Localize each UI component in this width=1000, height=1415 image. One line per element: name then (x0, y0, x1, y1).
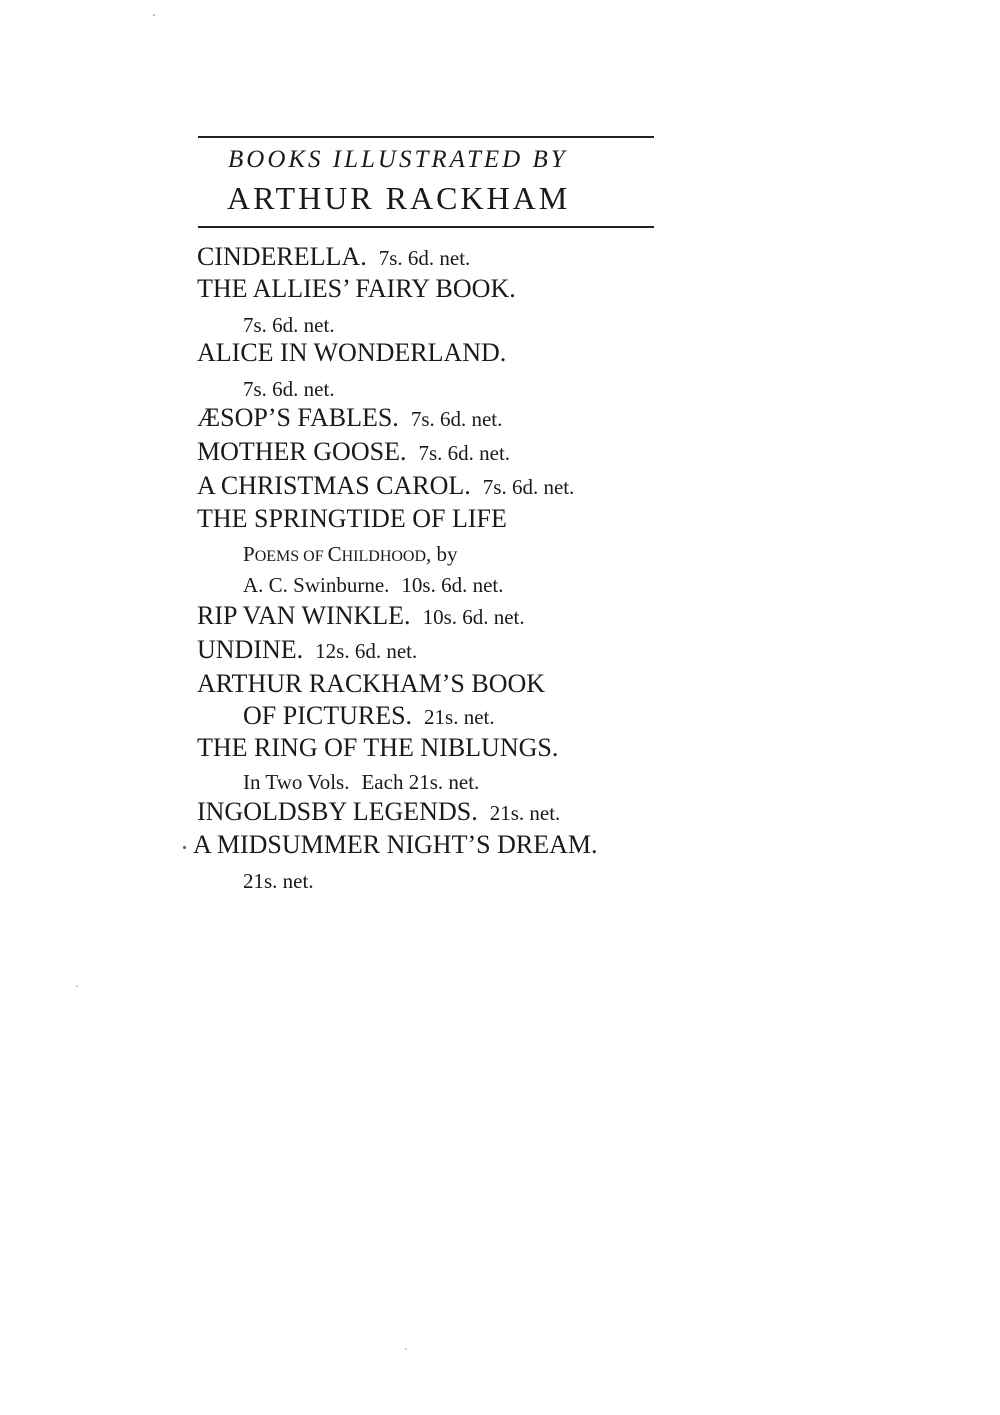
book-price: 7s. 6d. net. (243, 377, 335, 401)
book-price: 7s. 6d. net. (482, 475, 575, 499)
book-niblungs-note-line (243, 768, 479, 794)
book-cinderella (197, 244, 470, 270)
book-price: 10s. 6d. net. (422, 605, 525, 629)
book-price: 10s. 6d. net. (401, 573, 504, 597)
book-mother-goose (197, 439, 510, 465)
book-undine (197, 637, 417, 663)
book-allies-fairy-book (197, 276, 516, 302)
book-title: CINDERELLA. (197, 242, 367, 271)
stray-ink-dot (183, 846, 186, 849)
subtitle-initial: P (243, 542, 255, 566)
book-springtide-of-life (197, 506, 507, 532)
top-rule (198, 136, 654, 138)
book-rip-van-winkle (197, 603, 525, 629)
book-title: UNDINE. (197, 635, 304, 664)
book-title: A MIDSUMMER NIGHT’S DREAM. (193, 830, 598, 859)
header-italic-line: BOOKS ILLUSTRATED BY (228, 146, 568, 173)
book-title: ÆSOP’S FABLES. (197, 403, 399, 432)
book-price: 21s. net. (424, 705, 495, 729)
book-title: THE ALLIES’ FAIRY BOOK. (197, 274, 516, 303)
book-ring-of-the-niblungs (197, 735, 558, 761)
book-allies-price-line (243, 311, 335, 337)
book-title: ALICE IN WONDERLAND. (197, 338, 507, 367)
book-price: 7s. 6d. net. (243, 313, 335, 337)
subtitle-initial: C (327, 542, 342, 566)
book-rackham-book-continued (243, 703, 495, 729)
book-title: RIP VAN WINKLE. (197, 601, 411, 630)
scan-speck (153, 14, 155, 16)
book-price: Each 21s. net. (361, 770, 480, 794)
subtitle-smallcaps: HILDHOOD (341, 548, 427, 565)
book-springtide-author-line (243, 571, 504, 597)
book-title: INGOLDSBY LEGENDS. (197, 797, 478, 826)
scan-speck (405, 1348, 407, 1350)
book-alice (197, 340, 506, 366)
subtitle-smallcaps: OEMS OF (254, 548, 328, 565)
book-aesop (197, 405, 502, 431)
book-ingoldsby-legends (197, 799, 560, 825)
book-price: 7s. 6d. net. (418, 441, 511, 465)
book-midsummer-price-line (243, 867, 314, 893)
book-price: 12s. 6d. net. (315, 639, 418, 663)
book-alice-price-line (243, 375, 335, 401)
subtitle-by: , by (426, 542, 458, 566)
book-author: A. C. Swinburne. (243, 573, 390, 597)
book-price: 21s. net. (243, 869, 314, 893)
bottom-rule (198, 226, 654, 228)
scan-speck (76, 985, 78, 987)
book-christmas-carol (197, 473, 574, 499)
book-title: MOTHER GOOSE. (197, 437, 407, 466)
book-rackham-book-of-pictures (197, 671, 545, 697)
header-author-name: ARTHUR RACKHAM (227, 180, 571, 216)
book-title-continued: OF PICTURES. (243, 701, 413, 730)
book-price: 7s. 6d. net. (378, 246, 471, 270)
book-title: A CHRISTMAS CAROL. (197, 471, 471, 500)
book-title: THE RING OF THE NIBLUNGS. (197, 733, 559, 762)
book-price: 7s. 6d. net. (410, 407, 503, 431)
book-volume-note: In Two Vols. (243, 770, 350, 794)
book-springtide-subtitle (243, 540, 458, 566)
book-midsummer-nights-dream (193, 832, 597, 858)
book-price: 21s. net. (489, 801, 561, 825)
book-title: ARTHUR RACKHAM’S BOOK (197, 669, 546, 698)
book-title: THE SPRINGTIDE OF LIFE (197, 504, 507, 533)
